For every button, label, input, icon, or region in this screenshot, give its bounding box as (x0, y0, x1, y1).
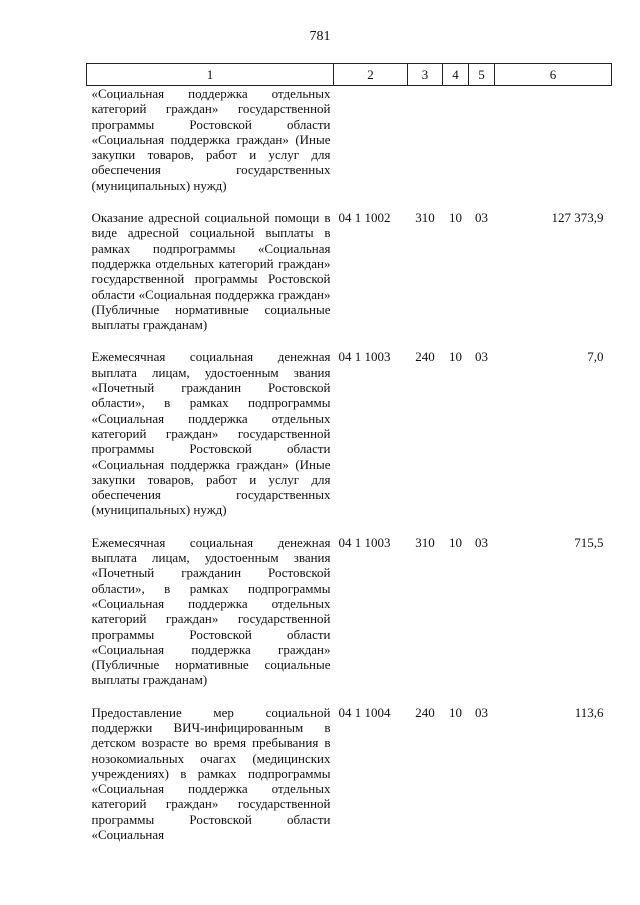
table-row (87, 86, 612, 211)
row-expense-type: 240 (415, 349, 435, 365)
page-number: 781 (309, 29, 331, 44)
row-subsection: 03 (475, 704, 488, 720)
row-amount: 715,5 (574, 534, 604, 550)
row-expense-type: 310 (415, 210, 435, 226)
row-target-code: 04 1 1003 (338, 349, 391, 365)
row-description: Ежемесячная социальная денежная выплата лицам, удостоенным звания «Почетный гражданин Ростовской области», в рамках подпрограммы «Социальная поддержка отдельных категорий граждан» государственной программы Ростовской области «Социальная поддержка граждан» (Публичные нормативные социальные выплаты гражданам) (91, 534, 331, 688)
row-target-code: 04 1 1002 (338, 210, 391, 226)
table-row (87, 705, 612, 843)
row-subsection (469, 86, 495, 211)
table-header-row (87, 64, 612, 86)
row-expense-type (408, 86, 443, 211)
row-subsection: 03 (475, 534, 488, 550)
row-subsection: 03 (475, 210, 488, 226)
header-col-2: 2 (334, 64, 408, 86)
row-description: Предоставление мер социальной поддержки ВИЧ-инфицированным в детском возрасте во время пребывания в нозокомиальных очагах (медицинских учреждениях) в рамках подпрограммы «Социальная поддержка отдельных категорий граждан» государственной программы Ростовской области «Социальная (91, 704, 331, 843)
row-expense-type: 310 (415, 534, 435, 550)
row-target-code: 04 1 1003 (338, 534, 391, 550)
table-row (87, 349, 612, 534)
row-amount: 113,6 (574, 704, 604, 720)
row-description: Оказание адресной социальной помощи в виде адресной социальной выплаты в рамках подпрограммы «Социальная поддержка отдельных категорий граждан» государственной программы Ростовской области «Социальная поддержка граждан» (Публичные нормативные социальные выплаты гражданам) (91, 210, 331, 333)
row-section: 10 (449, 349, 462, 365)
row-section (443, 86, 469, 211)
row-section: 10 (449, 210, 462, 226)
header-col-4: 4 (443, 64, 469, 86)
row-description: «Социальная поддержка отдельных категорий граждан» государственной программы Ростовской области «Социальная поддержка граждан» (Иные закупки товаров, работ и услуг для обеспечения государственных (муниципальных) нужд) (91, 86, 331, 193)
row-target-code: 04 1 1004 (338, 704, 391, 720)
row-amount (495, 86, 612, 211)
row-section: 10 (449, 704, 462, 720)
header-col-6: 6 (495, 64, 612, 86)
row-description: Ежемесячная социальная денежная выплата лицам, удостоенным звания «Почетный гражданин Ростовской области», в рамках подпрограммы «Социальная поддержка отдельных категорий граждан» государственной программы Ростовской области «Социальная поддержка граждан» (Иные закупки товаров, работ и услуг для обеспечения государственных (муниципальных) нужд) (91, 349, 331, 518)
header-col-5: 5 (469, 64, 495, 86)
table-row (87, 210, 612, 349)
header-col-1: 1 (87, 64, 334, 86)
row-expense-type: 240 (415, 704, 435, 720)
row-amount: 7,0 (587, 349, 604, 365)
row-subsection: 03 (475, 349, 488, 365)
header-col-3: 3 (408, 64, 443, 86)
row-amount: 127 373,9 (551, 210, 604, 226)
budget-table (86, 63, 612, 842)
row-section: 10 (449, 534, 462, 550)
row-target-code (334, 86, 408, 211)
table-row (87, 535, 612, 705)
